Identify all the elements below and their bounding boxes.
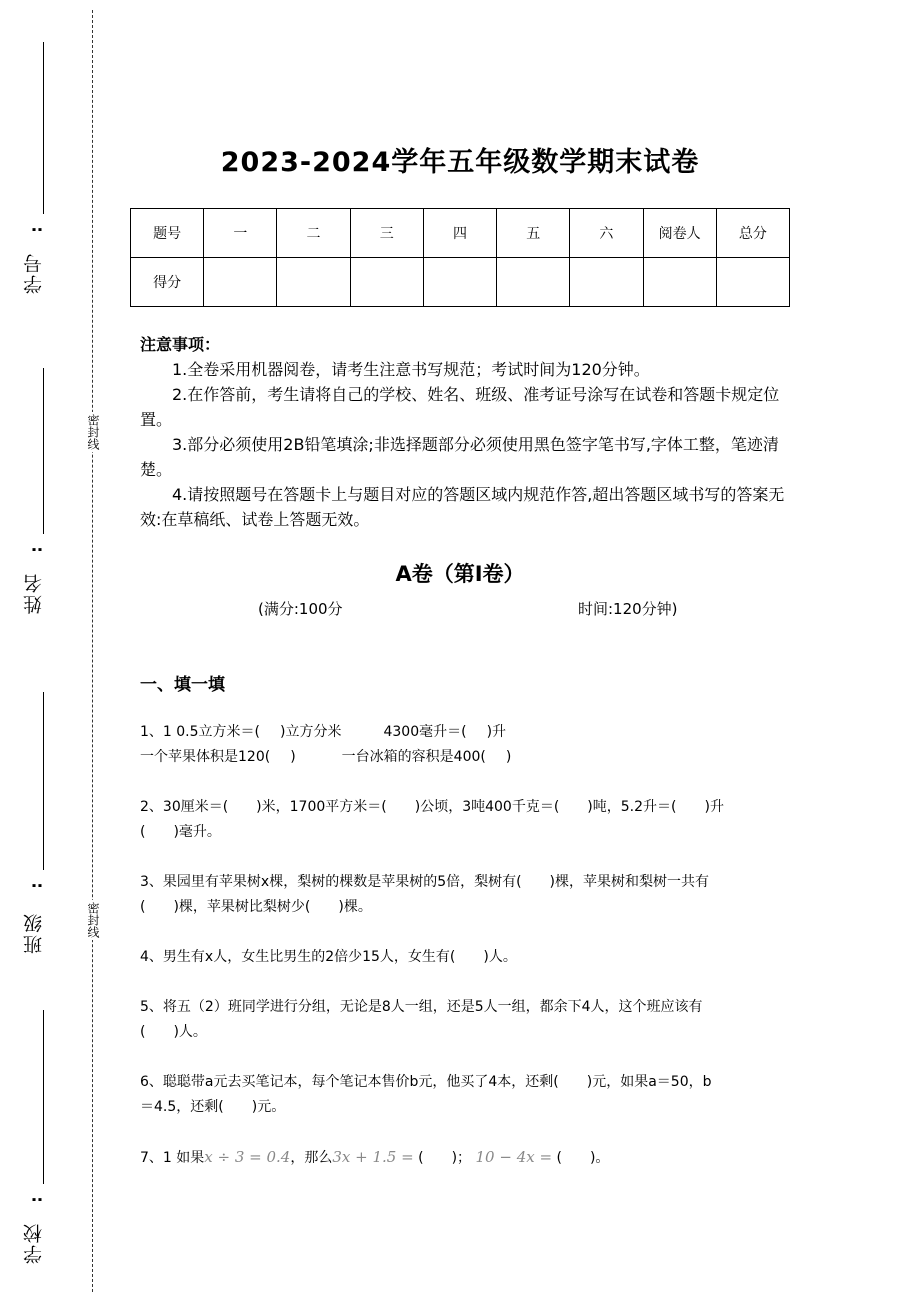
paper-title: A卷（第I卷） <box>395 562 525 586</box>
question-1 <box>140 720 785 770</box>
score-table <box>130 208 790 307</box>
question-6-line-1: 6、聪聪带a元去买笔记本，每个笔记本售价b元，他买了4本，还剩( )元，如果a＝50，b <box>140 1074 712 1090</box>
q7-equation: x ÷ 3 = 0.4 <box>204 1148 291 1166</box>
header-cell: 总分 <box>716 209 789 258</box>
seal-dashed-line <box>92 10 93 1292</box>
note-item: 1.全卷采用机器阅卷，请考生注意书写规范；考试时间为120分钟。 <box>172 360 650 379</box>
answer-blank[interactable]: ( )。 <box>556 1150 610 1166</box>
notes-title: 注意事项： <box>140 335 221 354</box>
full-score: (满分:100分 <box>258 600 343 618</box>
note-item: 2.在作答前，考生请将自己的学校、姓名、班级、准考证号涂写在试卷和答题卡规定位置。 <box>140 385 780 429</box>
student-id-label: 学号 <box>23 252 45 294</box>
question-5 <box>140 995 785 1045</box>
score-cell[interactable] <box>570 258 643 307</box>
section-heading: 一、填一填 <box>140 675 225 695</box>
q7-text: ，那么 <box>290 1150 333 1166</box>
q1-text: 4300毫升＝( <box>383 724 467 740</box>
question-4-line-1: 4、男生有x人，女生比男生的2倍少15人，女生有( )人。 <box>140 949 517 965</box>
q1-text: 一个苹果体积是120( <box>140 749 271 765</box>
header-cell: 六 <box>570 209 643 258</box>
student-id-colon: : <box>26 226 46 233</box>
q1-text: )升 <box>486 724 507 740</box>
q7-expression: 3x + 1.5 = <box>332 1148 414 1166</box>
question-5-line-2: ( )人。 <box>140 1024 207 1040</box>
score-cell[interactable] <box>350 258 423 307</box>
question-3-line-1: 3、果园里有苹果树x棵，梨树的棵数是苹果树的5倍，梨树有( )棵，苹果树和梨树一共有 <box>140 874 710 890</box>
question-2-line-2: ( )毫升。 <box>140 824 221 840</box>
class-field[interactable] <box>43 692 44 870</box>
score-cell[interactable] <box>643 258 716 307</box>
question-2-line-1: 2、30厘米＝( )米，1700平方米＝( )公顷，3吨400千克＝( )吨，5.2升＝( )升 <box>140 799 724 815</box>
notes <box>140 332 790 532</box>
note-item: 4.请按照题号在答题卡上与题目对应的答题区域内规范作答,超出答题区域书写的答案无效:在草稿纸、试卷上答题无效。 <box>140 485 785 529</box>
school-colon: : <box>26 1196 46 1203</box>
question-2 <box>140 795 785 845</box>
exam-time: 时间:120分钟) <box>578 600 678 618</box>
school-field[interactable] <box>43 1010 44 1184</box>
class-colon: : <box>26 882 46 889</box>
question-7 <box>140 1145 785 1171</box>
score-cell[interactable] <box>423 258 496 307</box>
note-item: 3.部分必须使用2B铅笔填涂;非选择题部分必须使用黑色签字笔书写,字体工整，笔迹清楚。 <box>140 435 779 479</box>
question-list <box>140 720 785 1196</box>
question-3-line-2: ( )棵，苹果树比梨树少( )棵。 <box>140 899 372 915</box>
header-cell: 四 <box>423 209 496 258</box>
seal-mark-lower: 密封线 <box>86 902 100 938</box>
seal-mark-upper: 密封线 <box>86 414 100 450</box>
question-1-line-1 <box>140 720 785 745</box>
score-row-label: 得分 <box>131 258 204 307</box>
answer-blank[interactable]: ( )； <box>418 1150 472 1166</box>
question-6 <box>140 1070 785 1120</box>
score-cell[interactable] <box>497 258 570 307</box>
name-label: 姓名 <box>23 572 45 614</box>
question-7-line-1 <box>140 1145 785 1171</box>
score-table-header-row <box>131 209 790 258</box>
q1-text: 1、1 0.5立方米＝( <box>140 724 260 740</box>
score-cell[interactable] <box>277 258 350 307</box>
header-cell: 题号 <box>131 209 204 258</box>
school-label: 学校 <box>23 1222 45 1264</box>
name-field[interactable] <box>43 368 44 534</box>
score-table-score-row <box>131 258 790 307</box>
q1-text: ) <box>505 749 512 765</box>
question-4 <box>140 945 785 970</box>
class-label: 班级 <box>23 912 45 954</box>
header-cell: 一 <box>204 209 277 258</box>
q7-text: 7、1 如果 <box>140 1150 205 1166</box>
header-cell: 阅卷人 <box>643 209 716 258</box>
q7-expression: 10 − 4x = <box>475 1148 553 1166</box>
q1-text: )立方分米 <box>280 724 342 740</box>
question-5-line-1: 5、将五（2）班同学进行分组，无论是8人一组，还是5人一组，都余下4人，这个班应该有 <box>140 999 703 1015</box>
score-cell[interactable] <box>716 258 789 307</box>
q1-text: ) <box>290 749 296 765</box>
question-6-line-2: ＝4.5，还剩( )元。 <box>140 1099 286 1115</box>
exam-title: 2023-2024学年五年级数学期末试卷 <box>220 147 700 178</box>
header-cell: 五 <box>497 209 570 258</box>
student-id-field[interactable] <box>43 42 44 214</box>
question-1-line-2 <box>140 745 785 770</box>
header-cell: 二 <box>277 209 350 258</box>
score-cell[interactable] <box>204 258 277 307</box>
question-3 <box>140 870 785 920</box>
name-colon: : <box>26 546 46 553</box>
q1-text: 一台冰箱的容积是400( <box>341 749 486 765</box>
header-cell: 三 <box>350 209 423 258</box>
